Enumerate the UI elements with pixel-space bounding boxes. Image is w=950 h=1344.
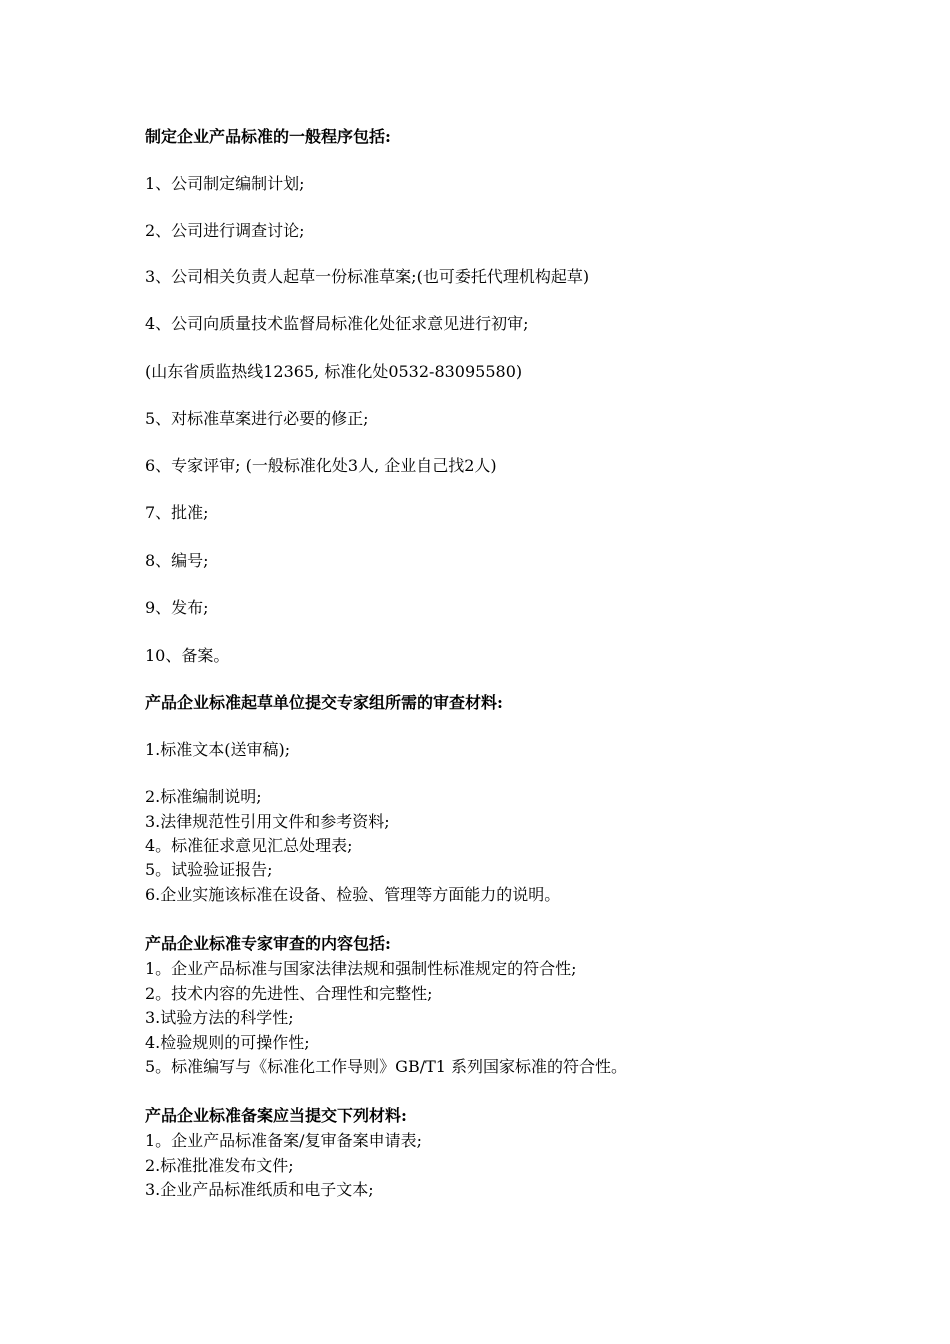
section1-item: 9、发布; — [145, 598, 209, 617]
section2-item: 6.企业实施该标准在设备、检验、管理等方面能力的说明。 — [145, 885, 561, 904]
section1-item: 5、对标准草案进行必要的修正; — [145, 409, 369, 428]
section3-item: 4.检验规则的可操作性; — [145, 1033, 310, 1052]
section4-item: 2.标准批准发布文件; — [145, 1156, 294, 1175]
section1-item: 1、公司制定编制计划; — [145, 174, 305, 193]
section4-heading: 产品企业标准备案应当提交下列材料: — [145, 1106, 407, 1125]
section3-heading: 产品企业标准专家审查的内容包括: — [145, 934, 391, 953]
section1-item: 8、编号; — [145, 551, 209, 570]
section1-item: (山东省质监热线12365, 标准化处0532-83095580) — [145, 362, 523, 381]
section3-item: 1。企业产品标准与国家法律法规和强制性标准规定的符合性; — [145, 959, 577, 978]
section1-item: 3、公司相关负责人起草一份标准草案;(也可委托代理机构起草) — [145, 267, 590, 286]
section4-item: 1。企业产品标准备案/复审备案申请表; — [145, 1131, 422, 1150]
section3-item: 5。标准编写与《标准化工作导则》GB/T1 系列国家标准的符合性。 — [145, 1057, 628, 1076]
section1-item: 10、备案。 — [145, 646, 230, 665]
section2-item: 5。试验验证报告; — [145, 860, 273, 879]
section2-heading: 产品企业标准起草单位提交专家组所需的审查材料: — [145, 693, 503, 712]
section1-item: 7、批准; — [145, 503, 209, 522]
section2-item: 4。标准征求意见汇总处理表; — [145, 836, 353, 855]
section4-item: 3.企业产品标准纸质和电子文本; — [145, 1180, 374, 1199]
section3-item: 3.试验方法的科学性; — [145, 1008, 294, 1027]
section1-item: 6、专家评审; (一般标准化处3人, 企业自己找2人) — [145, 456, 497, 475]
section1-item: 2、公司进行调查讨论; — [145, 221, 305, 240]
section1-item: 4、公司向质量技术监督局标准化处征求意见进行初审; — [145, 314, 529, 333]
section3-item: 2。技术内容的先进性、合理性和完整性; — [145, 984, 433, 1003]
section1-heading: 制定企业产品标准的一般程序包括: — [145, 127, 391, 146]
section2-item: 1.标准文本(送审稿); — [145, 740, 291, 759]
section2-item: 3.法律规范性引用文件和参考资料; — [145, 812, 390, 831]
section2-item: 2.标准编制说明; — [145, 787, 262, 806]
